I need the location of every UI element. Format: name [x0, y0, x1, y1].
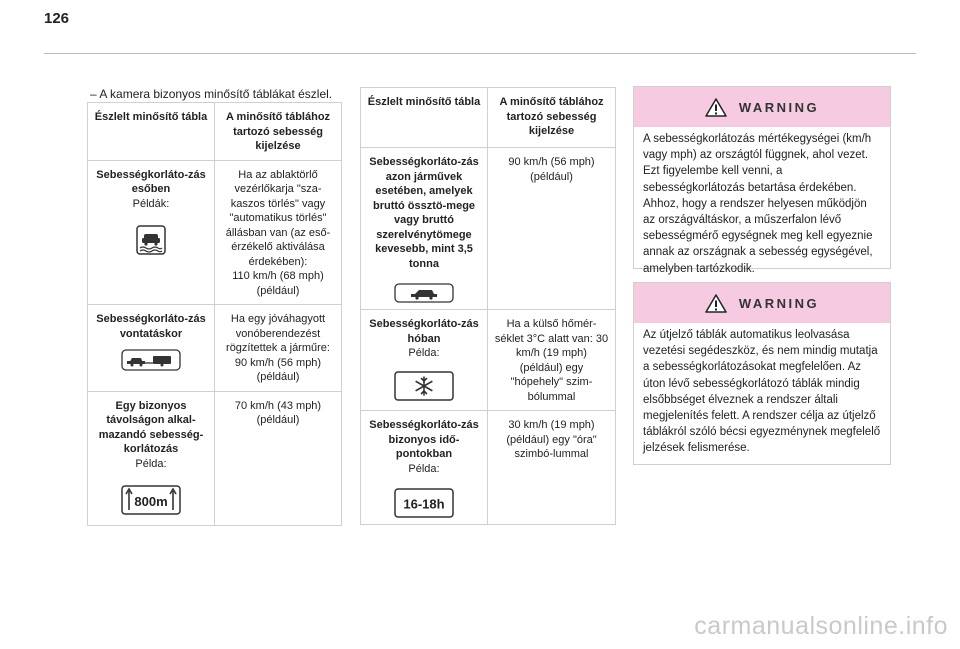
column-header-sign: Észlelt minősítő tábla [88, 103, 215, 161]
warning-header [634, 87, 890, 127]
row-title: Sebességkorláto-zás bizonyos idő-pontokban [369, 419, 479, 460]
sign-table-left [87, 102, 342, 526]
sign-cell [361, 411, 488, 525]
table-row [361, 148, 616, 310]
speed-cell: Ha a külső hőmér-séklet 3°C alatt van: 30 km/h (19 mph) (például) egy "hópehely" szim-bólummal [488, 310, 616, 411]
distance-sign-label: 800m [134, 494, 168, 509]
intro-text: – A kamera bizonyos minősítő táblákat észlel. [90, 87, 333, 101]
page-number: 126 [44, 10, 70, 27]
sign-cell [88, 391, 215, 525]
table-row [361, 411, 616, 525]
row-title: Sebességkorláto-zás azon járművek esetében, amelyek bruttó össztö-mege vagy bruttó szerelvénytömege kevesebb, mint 3,5 tonna [369, 156, 479, 270]
snowflake-sign-icon [394, 371, 454, 401]
row-subtitle: Példák: [132, 197, 170, 210]
warning-title: WARNING [738, 99, 820, 115]
warning-triangle-icon [705, 98, 727, 117]
column-header-speed: A minősítő táblához tartozó sebesség kijelzése [488, 88, 616, 148]
warning-triangle-icon [705, 294, 727, 313]
warning-box [633, 282, 891, 465]
warning-text: Az útjelző táblák automatikus leolvasása vezetési segédeszköz, és nem mindig mutatja a sebességkorlátozásokat megfelelően. Az úton lévő sebességkorlátozó táblák mindig elsőbbséget élveznek a rendszer általi megjelenítés felett. A rendszer célja az útjelző táblákról szóló bécsi egyezménynek megfelelő jelzések felismerése. [643, 329, 881, 455]
table-header-row [361, 88, 616, 148]
table-row [88, 305, 342, 392]
sign-cell [88, 160, 215, 305]
warning-header [634, 283, 890, 323]
warning-box [633, 86, 891, 275]
speed-cell: 90 km/h (56 mph) (például) [488, 148, 616, 310]
time-sign-icon [394, 488, 454, 518]
speed-cell: 30 km/h (19 mph) (például) egy "óra" szimbó-lummal [488, 411, 616, 525]
table-row [361, 310, 616, 411]
column-header-sign: Észlelt minősítő tábla [361, 88, 488, 148]
row-subtitle: Példa: [408, 347, 440, 359]
table-row [88, 391, 342, 525]
distance-sign-icon [121, 485, 181, 515]
speed-cell: 70 km/h (43 mph) (például) [215, 391, 342, 525]
sign-table-right [360, 87, 616, 525]
warning-title: WARNING [738, 295, 820, 311]
sign-cell [361, 310, 488, 411]
wet-road-sign-icon [136, 225, 166, 255]
row-title: Sebességkorláto-zás hóban [369, 318, 479, 345]
row-subtitle: Példa: [135, 457, 167, 470]
row-subtitle: Példa: [408, 462, 440, 475]
row-title: Sebességkorláto-zás vontatáskor [96, 313, 206, 340]
table-row [88, 160, 342, 305]
header-rule [44, 53, 916, 54]
time-sign-label: 16-18h [403, 496, 445, 512]
row-title: Egy bizonyos távolságon alkal-mazandó sebesség-korlátozás [98, 399, 204, 455]
table-header-row [88, 103, 342, 161]
sign-cell [361, 148, 488, 310]
sign-cell [88, 305, 215, 392]
speed-cell: Ha egy jóváhagyott vonóberendezést rögzítettek a járműre: 90 km/h (56 mph) (például) [215, 305, 342, 392]
row-title: Sebességkorláto-zás esőben [96, 168, 206, 195]
watermark-text: carmanualsonline.info [694, 612, 948, 640]
speed-cell: Ha az ablaktörlő vezérlőkarja "sza-kaszos törlés" vagy "automatikus törlés" állásban van (az eső-érzékelő aktiválása érdekében): 110 km/h (68 mph) (például) [215, 160, 342, 305]
column-header-speed: A minősítő táblához tartozó sebesség kijelzése [215, 103, 342, 161]
car-trailer-sign-icon [121, 349, 181, 371]
car-sign-icon [394, 283, 454, 303]
warning-text: A sebességkorlátozás mértékegységei (km/h vagy mph) az országtól függnek, ahol vezet. Ezt figyelembe kell venni, a sebességkorlátozás betartása érdekében. Ahhoz, hogy a rendszer helyesen működjön az országváltáskor, a műszerfalon lévő sebességmérő egységnek meg kell egyeznie annak az országnak a sebesség egységével, amelyben tartózkodik. [643, 133, 873, 275]
